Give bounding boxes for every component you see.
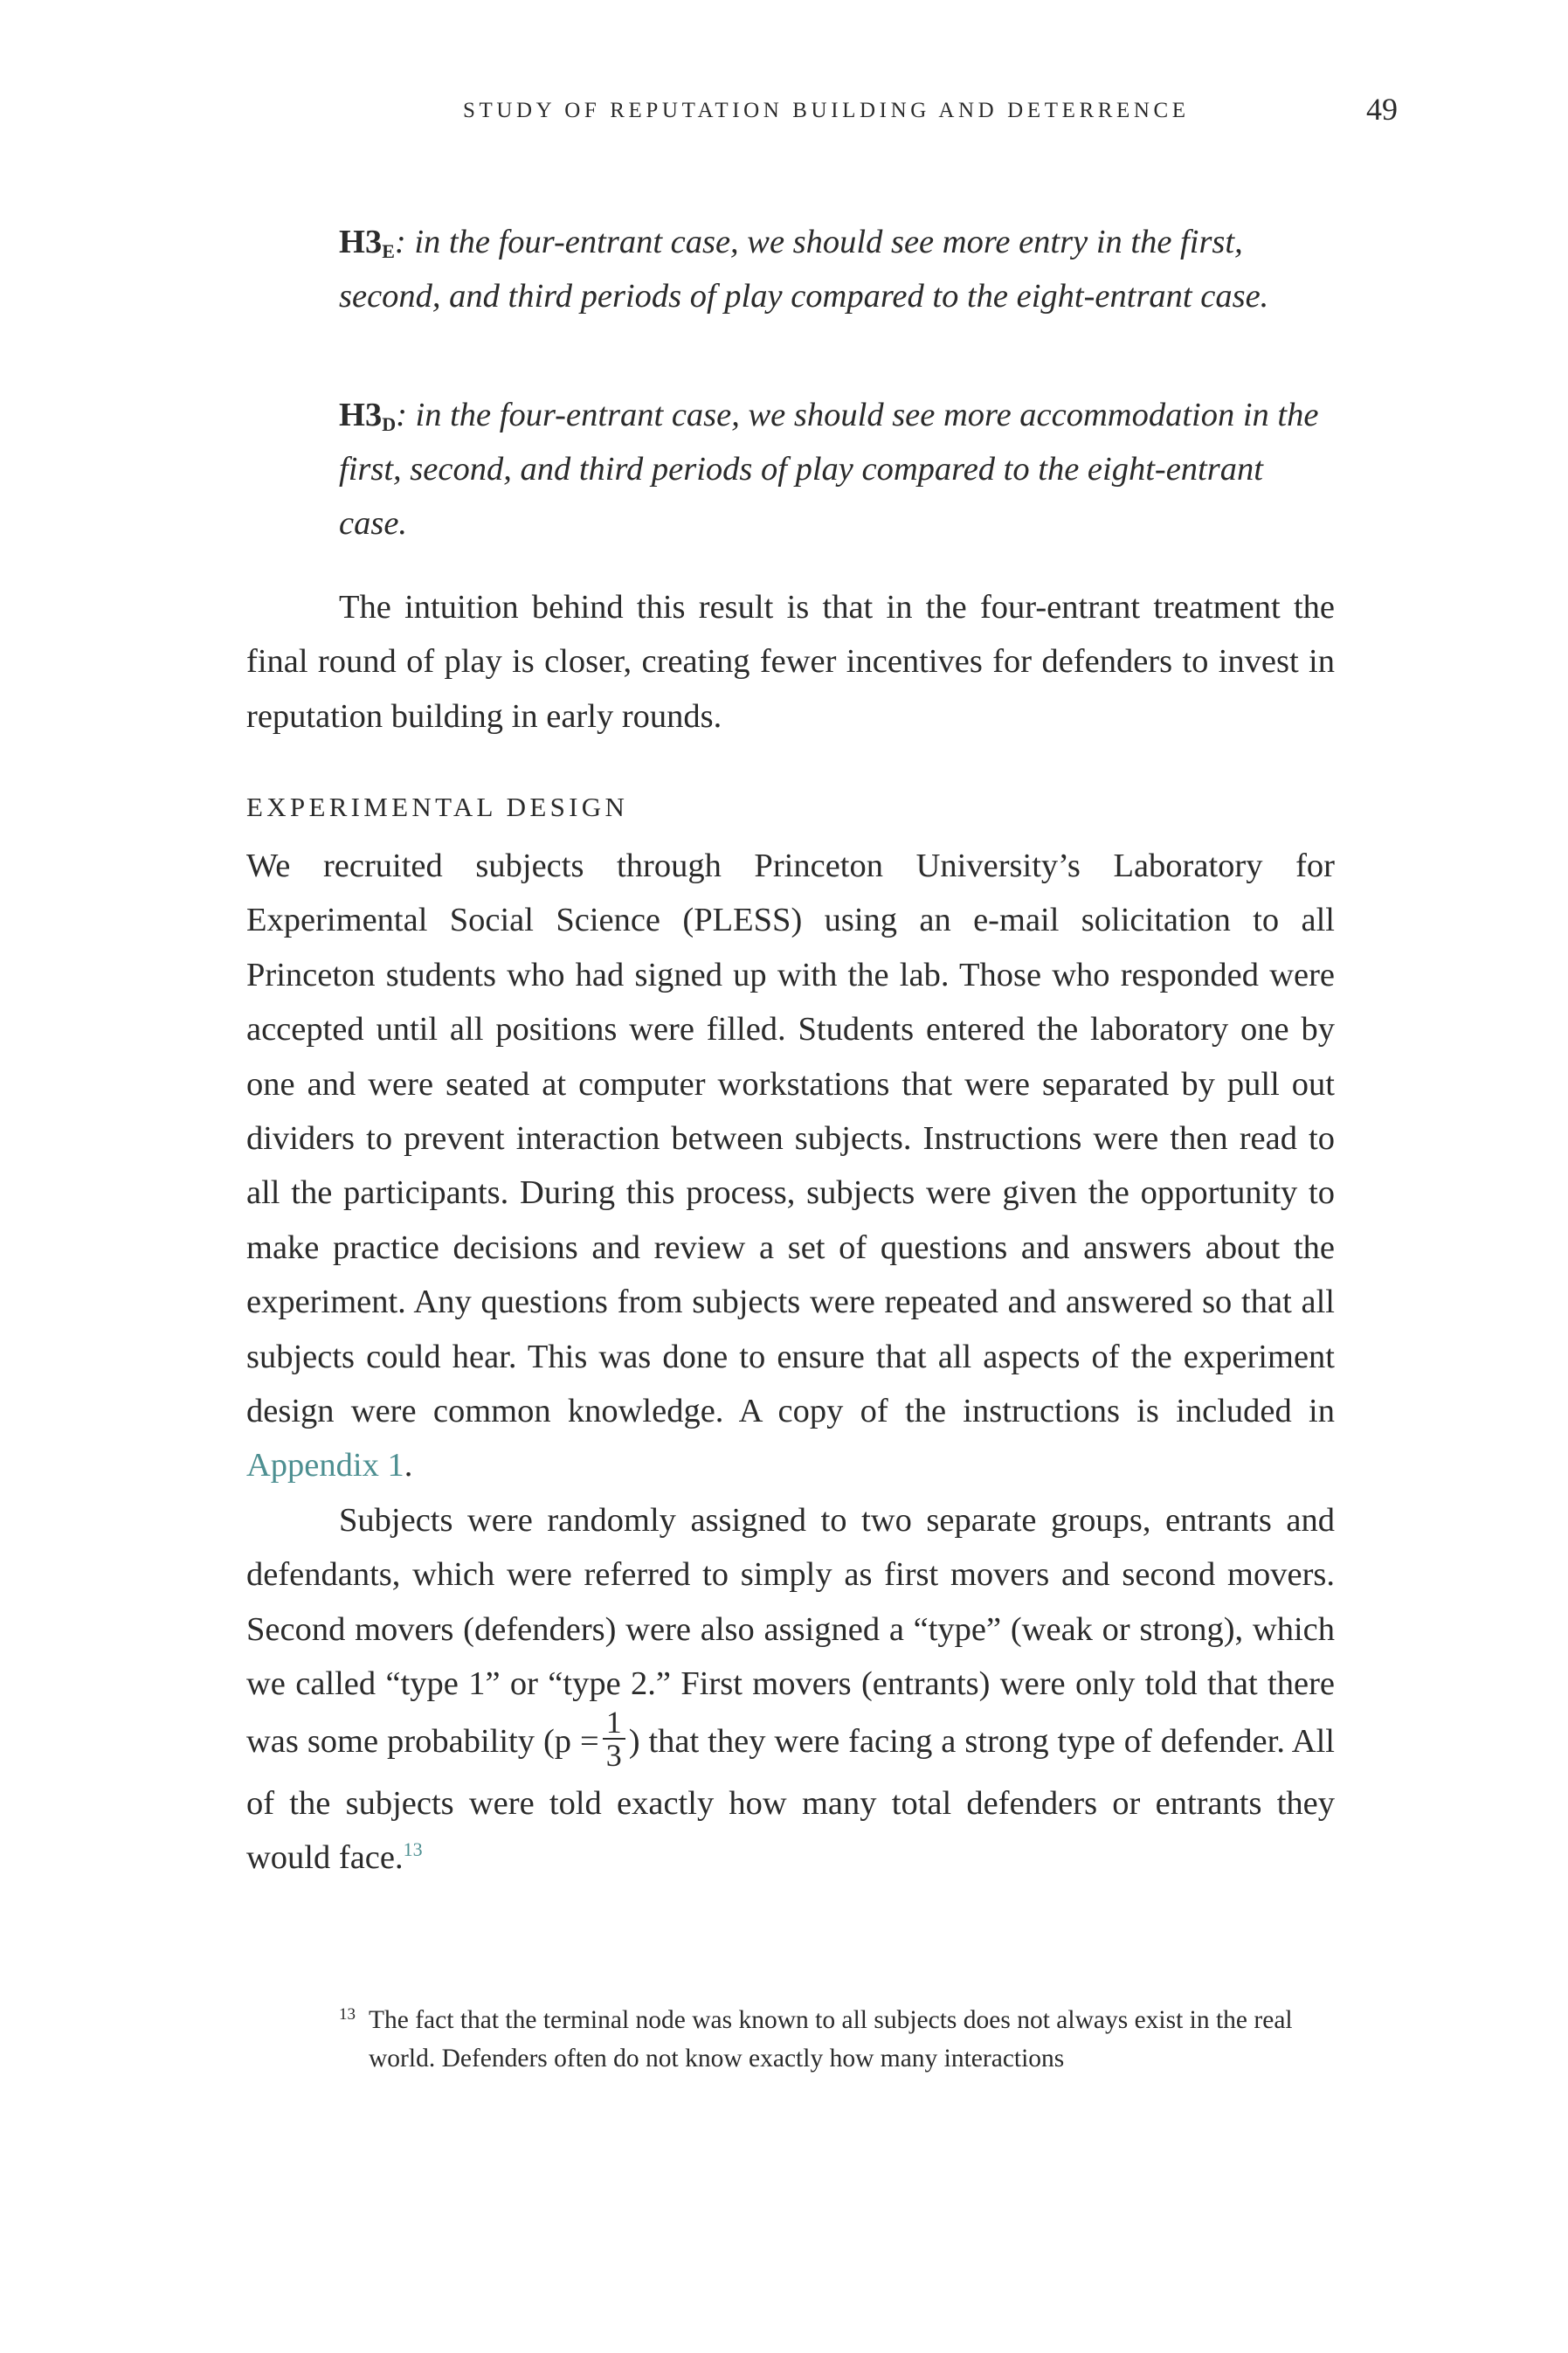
hypothesis-subscript: D [382,413,397,435]
hypothesis-text: : in the four-entrant case, we should see more entry in the first, second, and third periods of play compared to the eight-entrant case. [339,224,1269,315]
design-paragraph-1: We recruited subjects through Princeton University’s Laboratory for Experimental Social Science (PLESS) using an e-mail solicitation to all Princeton students who had signed up with the lab. Those who responded were accepted until all positions were filled. Students entered the laboratory one by one and were seated at computer workstations that were separated by pull out dividers to prevent interaction between subjects. Instructions were then read to all the participants. During this process, subjects were given the opportunity to make practice decisions and review a set of questions and answers about the experiment. Any questions from subjects were repeated and answered so that all subjects could hear. This was done to ensure that all aspects of the experiment design were common knowledge. A copy of the instructions is included in Appendix 1. [246,848,1335,1484]
section-body [246,839,1335,1885]
page-number: 49 [1366,92,1398,127]
running-head-title: STUDY OF REPUTATION BUILDING AND DETERRENCE [463,99,1190,122]
fraction-denominator: 3 [605,1737,622,1773]
hypothesis-h3d [339,388,1335,550]
intuition-paragraph-block [246,580,1335,744]
footnote-number: 13 [339,2005,356,2024]
hypothesis-subscript: E [382,240,395,262]
design-paragraph-2: Subjects were randomly assigned to two separate groups, entrants and defendants, which were referred to simply as first movers and second movers. Second movers (defenders) were also assigned a “type” (weak or strong), which we called “type 1” or “type 2.” First movers (entrants) were only told that there was some probability (p = $\frac{1}{3}$ ) that they were facing a strong type of defender. All of the subjects were told exactly how many total defenders or entrants they would face.$^{13}$ [246,1501,1335,1876]
hypothesis-h3e [339,215,1335,323]
formula-var: p = [554,1722,599,1760]
hypothesis-text: : in the four-entrant case, we should see more accommodation in the first, second, and third periods of play compared to the eight-entrant case. [339,397,1319,542]
footnote-text: The fact that the terminal node was known to all subjects does not always exist in the real world. Defenders often do not know exactly how many interactions [369,2006,1293,2073]
running-head [463,94,1398,138]
hypothesis-label: $H3_D$ [339,397,397,435]
fraction [603,1706,625,1771]
appendix-link[interactable]: Appendix 1 [246,1447,404,1484]
hypothesis-label: $H3_E$ [339,224,395,262]
section-heading: EXPERIMENTAL DESIGN [246,792,629,822]
footnote-reference[interactable]: 13 [403,1837,423,1860]
fraction-numerator: 1 [603,1706,625,1740]
footnote [339,2001,1335,2078]
intuition-paragraph: The intuition behind this result is that in the four-entrant treatment the final round of play is closer, creating fewer incentives for defenders to invest in reputation building in early rounds. [246,589,1335,735]
